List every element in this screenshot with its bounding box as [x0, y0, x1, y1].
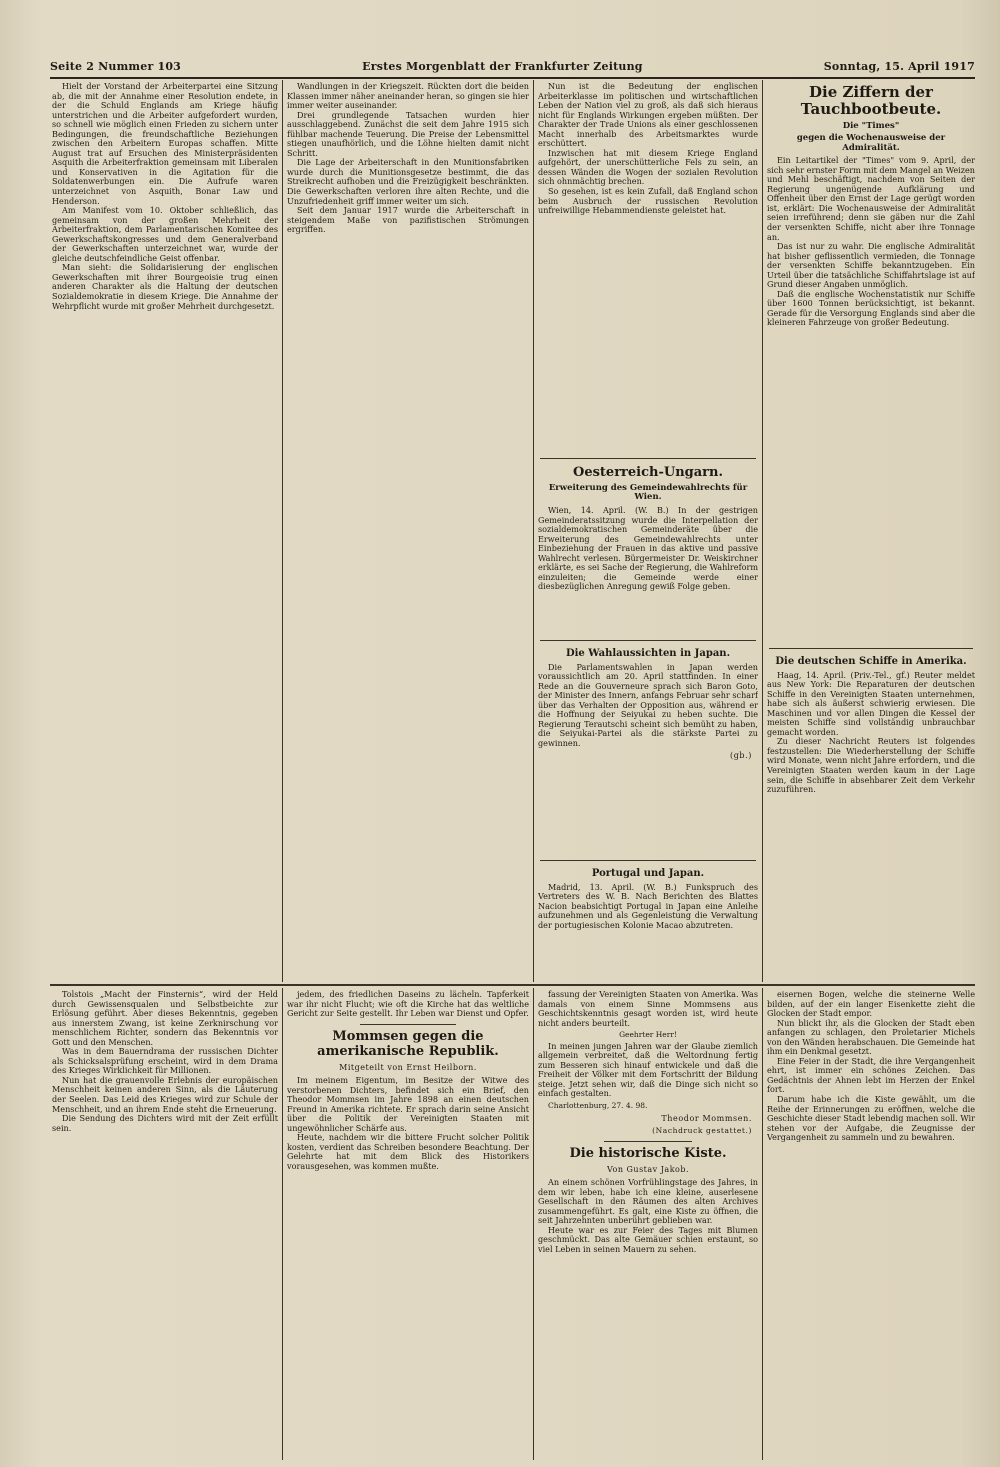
column-divider [533, 988, 534, 1460]
paragraph: Ein Leitartikel der "Times" vom 9. April, der sich sehr ernster Form mit dem Mangel an Weizen und Mehl beschäftigt, nachdem von Seiten der Regierung ungenügende Aufklärung und Offenheit über den Ernst der Lage gerügt worden ist, erklärt: Die Wochenausweise der Admiralität seien irreführend; denn sie gäben nur die Zahl der versenkten Schiffe, nicht aber ihre Tonnage an. [767, 155, 975, 242]
paragraph: Die Lage der Arbeiterschaft in den Munitionsfabriken wurde durch die Munitionsgesetze bestimmt, die das Streikrecht aufhoben und die Freizügigkeit beschränkten. Die Gewerkschaften verloren ihre alten Rechte, und die Unzufriedenheit griff immer weiter um sich. [287, 157, 529, 206]
paragraph: So gesehen, ist es kein Zufall, daß England schon beim Ausbruch der russischen Revolution unfreiwillige Hebammendienste geleistet hat. [538, 186, 758, 216]
paragraph: In meinen jungen Jahren war der Glaube ziemlich allgemein verbreitet, daß die Weltordnung fertig zum Besseren sich hinauf entwickele und daß die Freiheit der Völker mit dem Fortschritt der Bildung steige. Jetzt sehen wir, daß die Dinge sich nicht so einfach gestalten. [538, 1040, 758, 1099]
paragraph: Wandlungen in der Kriegszeit. Rückten dort die beiden Klassen immer näher aneinander heran, so gingen sie hier immer weiter auseinander. [287, 82, 529, 111]
paragraph: Nun ist die Bedeutung der englischen Arbeiterklasse im politischen und wirtschaftlichen Leben der Nation viel zu groß, als daß sich hieraus nicht für Englands Wirkungen ergeben müßten. Der Charakter der Trade Unions als einer geschlossenen Macht innerhalb des Arbeitsmarktes wurde erschüttert. [538, 82, 758, 149]
letter-signature: Theodor Mommsen. [661, 1113, 752, 1123]
article-rule [540, 458, 756, 459]
article-headline: Mommsen gegen die amerikanische Republik. [317, 1028, 499, 1059]
paragraph: Man sieht: die Solidarisierung der englischen Gewerkschaften mit ihrer Bourgeoisie trug einen anderen Charakter als die Haltung der deutschen Sozialdemokratie in diesem Kriege. Die Annahme der Wehrpflicht wurde mit großer Mehrheit durchgesetzt. [52, 262, 278, 311]
tauchboot-article [767, 80, 975, 640]
paragraph: Eine Feier in der Stadt, die ihre Vergangenheit ehrt, ist immer ein schönes Zeichen. Das Gedächtnis der Ahnen lebt im Herzen der Enkel fort. [767, 1055, 975, 1095]
article-byline: Mitgeteilt von Ernst Heilborn. [339, 1062, 477, 1072]
article-subheadline: Die "Times" [842, 120, 900, 131]
column-divider [762, 988, 763, 1460]
paragraph: Das ist nur zu wahr. Die englische Admiralität hat bisher geflissentlich vermieden, die Tonnage der versenkten Schiffe bekanntzugeben. Ein Urteil über die tatsächliche Schiffahrtslage ist auf Grund dieser Angaben unmöglich. [767, 241, 975, 290]
paragraph: Madrid, 13. April. (W. B.) Funkspruch des Vertreters des W. B. Nach Berichten des Blattes Nacion beabsichtigt Portugal in Japan eine Anleihe aufzunehmen und als Gegenleistung die Verwaltung der portugiesischen Kolonie Macao abzutreten. [538, 881, 758, 930]
article-headline: Die historische Kiste. [569, 1145, 727, 1161]
feuilleton-column-2 [287, 990, 529, 1460]
paragraph: Die Parlamentswahlen in Japan werden voraussichtlich am 20. April stattfinden. In einer Rede an die Gouverneure sprach sich Baron Goto, der Minister des Innern, anfangs Februar sehr scharf über das Verhalten der Opposition aus, während er die Hoffnung der Seiyukai zu heben suchte. Die Regierung Terautschi scheint sich bemüht zu haben, die Seiyukai-Partei als die stärkste Partei zu gewinnen. [538, 661, 758, 748]
paragraph: Daß die englische Wochenstatistik nur Schiffe über 1600 Tonnen berücksichtigt, ist bekannt. Gerade für die Versorgung Englands sind aber die kleineren Fahrzeuge von großer Bedeutung. [767, 288, 975, 328]
paragraph: Die Sendung des Dichters wird mit der Zeit erfüllt sein. [52, 1113, 278, 1133]
article-rule [540, 640, 756, 641]
article-rule [769, 648, 973, 649]
column-divider [282, 80, 283, 982]
column-divider [762, 80, 763, 982]
letter-greeting: Geehrter Herr! [619, 1030, 677, 1040]
paragraph: Seit dem Januar 1917 wurde die Arbeiterschaft in steigendem Maße von pazifistischen Strömungen ergriffen. [287, 205, 529, 235]
separator [360, 1024, 457, 1025]
article-headline: Die deutschen Schiffe in Amerika. [775, 656, 967, 667]
paragraph: fassung der Vereinigten Staaten von Amerika. Was damals von einem Sinne Mommsens aus Geschichtskenntnis gesagt worden ist, wird heute nicht anders beurteilt. [538, 990, 758, 1028]
paragraph: Haag, 14. April. (Priv.-Tel., gf.) Reuter meldet aus New York: Die Reparaturen der deutschen Schiffe in den Vereinigten Staaten unternehmen, habe sich als äußerst schwierig erwiesen. Die Maschinen und vor allen Dingen die Kessel der meisten Schiffe sind vollständig unbrauchbar gemacht worden. [767, 669, 975, 737]
feuilleton-column-4 [767, 990, 975, 1460]
paragraph: Am Manifest vom 10. Oktober schließlich, das gemeinsam von der großen Mehrheit der Arbeiterfraktion, dem Parlamentarischen Komitee des Gewerkschaftskongresses und dem Generalverband der Gewerkschaften unterzeichnet war, wurde der gleiche deutschfeindliche Geist offenbar. [52, 205, 278, 263]
feuilleton-column-1 [52, 990, 278, 1460]
paragraph: jedem, des friedlichen Daseins zu lächeln. Tapferkeit war ihr nicht Flucht; wie oft die Kirche hat das weltliche Gericht zur Seite gestellt. Ihr Leben war Dienst und Opfer. [287, 990, 529, 1019]
portugal-article [538, 864, 758, 980]
article-signature: (gb.) [729, 751, 752, 761]
japan-article [538, 644, 758, 854]
paragraph: Zu dieser Nachricht Reuters ist folgendes festzustellen: Die Wiederherstellung der Schiffe wird Monate, wenn nicht Jahre erfordern, und die Vereinigten Staaten werden kaum in der Lage sein, die Schiffe in absehbarer Zeit dem Verkehr zuzuführen. [767, 736, 975, 795]
feuilleton-column-3 [538, 990, 758, 1460]
letter-place-date: Charlottenburg, 27. 4. 98. [548, 1101, 648, 1111]
oesterreich-article [538, 462, 758, 638]
issue-date: Sonntag, 15. April 1917 [823, 59, 975, 73]
paragraph: Was in dem Bauerndrama der russischen Dichter als Schicksalsprüfung erscheint, wird in dem Drama des Krieges Wirklichkeit für Millionen. [52, 1046, 278, 1076]
paragraph: An einem schönen Vorfrühlingstage des Jahres, in dem wir leben, habe ich eine kleine, auserlesene Gesellschaft in den Räumen des alten Archives zusammengeführt. Es galt, eine Kiste zu öffnen, die seit Jahrzehnten unberührt geblieben war. [538, 1177, 758, 1226]
paragraph: Im meinem Eigentum, im Besitze der Witwe des verstorbenen Dichters, befindet sich ein Brief, den Theodor Mommsen im Jahre 1898 an einen deutschen Freund in Amerika richtete. Er sprach darin seine Ansicht über die Politik der Vereinigten Staaten mit ungewöhnlicher Schärfe aus. [287, 1075, 529, 1133]
article-headline: Die Wahlaussichten in Japan. [565, 648, 731, 659]
article-subheadline: gegen die Wochenausweise der Admiralität. [796, 133, 946, 153]
paragraph: Heute war es zur Feier des Tages mit Blumen geschmückt. Das alte Gemäuer schien erstaunt, so viel Leben in seinen Mauern zu sehen. [538, 1224, 758, 1254]
column-divider [282, 988, 283, 1460]
paragraph: Heute, nachdem wir die bittere Frucht solcher Politik kosten, verdient das Schreiben besondere Beachtung. Der Gelehrte hat mit dem Blick des Historikers vorausgesehen, was kommen mußte. [287, 1132, 529, 1171]
amerika-article [767, 652, 975, 980]
column-2-article [287, 82, 529, 982]
newspaper-title: Erstes Morgenblatt der Frankfurter Zeitung [362, 59, 643, 73]
feuilleton-rule [50, 984, 975, 986]
page-number: Seite 2 Nummer 103 [50, 59, 182, 73]
paragraph: Wien, 14. April. (W. B.) In der gestrigen Gemeinderatssitzung wurde die Interpellation der sozialdemokratischen Gemeinderäte über die Erweiterung des Gemeindewahlrechts unter Einbeziehung der Frauen in das aktive und passive Wahlrecht verlesen. Bürgermeister Dr. Weiskirchner erklärte, es sei Sache der Regierung, die Wahlreform einzuleiten; die Gemeinde werde einer diesbezüglichen Anregung gewiß Folge geben. [538, 505, 758, 592]
paragraph: Nun blickt ihr, als die Glocken der Stadt eben anfangen zu schlagen, den Proletarier Michels von den Wänden herabschauen. Die Gemeinde hat ihm ein Denkmal gesetzt. [767, 1017, 975, 1057]
masthead [50, 57, 975, 75]
article-headline: Die Ziffern der Tauchbootbeute. [800, 83, 942, 119]
reprint-note: (Nachdruck gestattet.) [652, 1126, 752, 1136]
paragraph: Nun hat die grauenvolle Erlebnis der europäischen Menschheit keinen anderen Sinn, als die Läuterung der Seelen. Das Leid des Krieges wird zur Schule der Menschheit, und an ihrem Ende steht die Erneuerung. [52, 1074, 278, 1114]
paragraph: eisernen Bogen, welche die steinerne Welle bilden, auf der ein langer Eisenkette zieht die Glocken der Stadt empor. [767, 990, 975, 1019]
paragraph: Tolstois „Macht der Finsternis“, wird der Held durch Gewissensqualen und Selbstbeichte zur Erlösung geführt. Aber dieses Bekenntnis, gegeben aus innerstem Zwang, ist keine Zerknirschung vor menschlichem Richter, sondern das Bekenntnis vor Gott und den Menschen. [52, 990, 278, 1047]
article-headline: Portugal und Japan. [591, 868, 705, 879]
separator [604, 1141, 692, 1142]
article-byline: Von Gustav Jakob. [606, 1164, 690, 1174]
article-headline: Oesterreich-Ungarn. [573, 465, 723, 480]
masthead-rule [50, 77, 975, 79]
paragraph: Darum habe ich die Kiste gewählt, um die Reihe der Erinnerungen zu eröffnen, welche die Geschichte dieser Stadt lebendig machen soll. Wir stehen vor der Aufgabe, die Zeugnisse der Vergangenheit zu sammeln und zu bewahren. [767, 1094, 975, 1143]
paragraph: Inzwischen hat mit diesem Kriege England aufgehört, der unerschütterliche Fels zu sein, an dessen Wänden die Wogen der sozialen Revolution sich ohnmächtig brechen. [538, 147, 758, 187]
paragraph: Hielt der Vorstand der Arbeiterpartei eine Sitzung ab, die mit der Annahme einer Resolution endete, in der die Schuld Englands am Kriege häufig unterstrichen und die Arbeiter aufgefordert wurden, so schnell wie möglich einen Frieden zu sichern unter Bedingungen, die freundschaftliche Beziehungen zwischen den Arbeitern Europas schaffen. Mitte August trat auf Ersuchen des Ministerpräsidenten Asquith die Arbeiterfraktion gemeinsam mit Liberalen und Konservativen in die Agitation für die Soldatenwerbungen ein. Die Aufrufe waren unterzeichnet von Asquith, Bonar Law und Henderson. [52, 82, 278, 206]
column-divider [533, 80, 534, 982]
column-1-article [52, 82, 278, 982]
article-rule [540, 860, 756, 861]
paragraph: Drei grundlegende Tatsachen wurden hier ausschlaggebend. Zunächst die seit dem Jahre 1915 sich fühlbar machende Teuerung. Die Preise der Lebensmittel stiegen unaufhörlich, und die Löhne hielten damit nicht Schritt. [287, 109, 529, 158]
article-subheadline: Erweiterung des Gemeindewahlrechts für Wien. [548, 482, 748, 503]
